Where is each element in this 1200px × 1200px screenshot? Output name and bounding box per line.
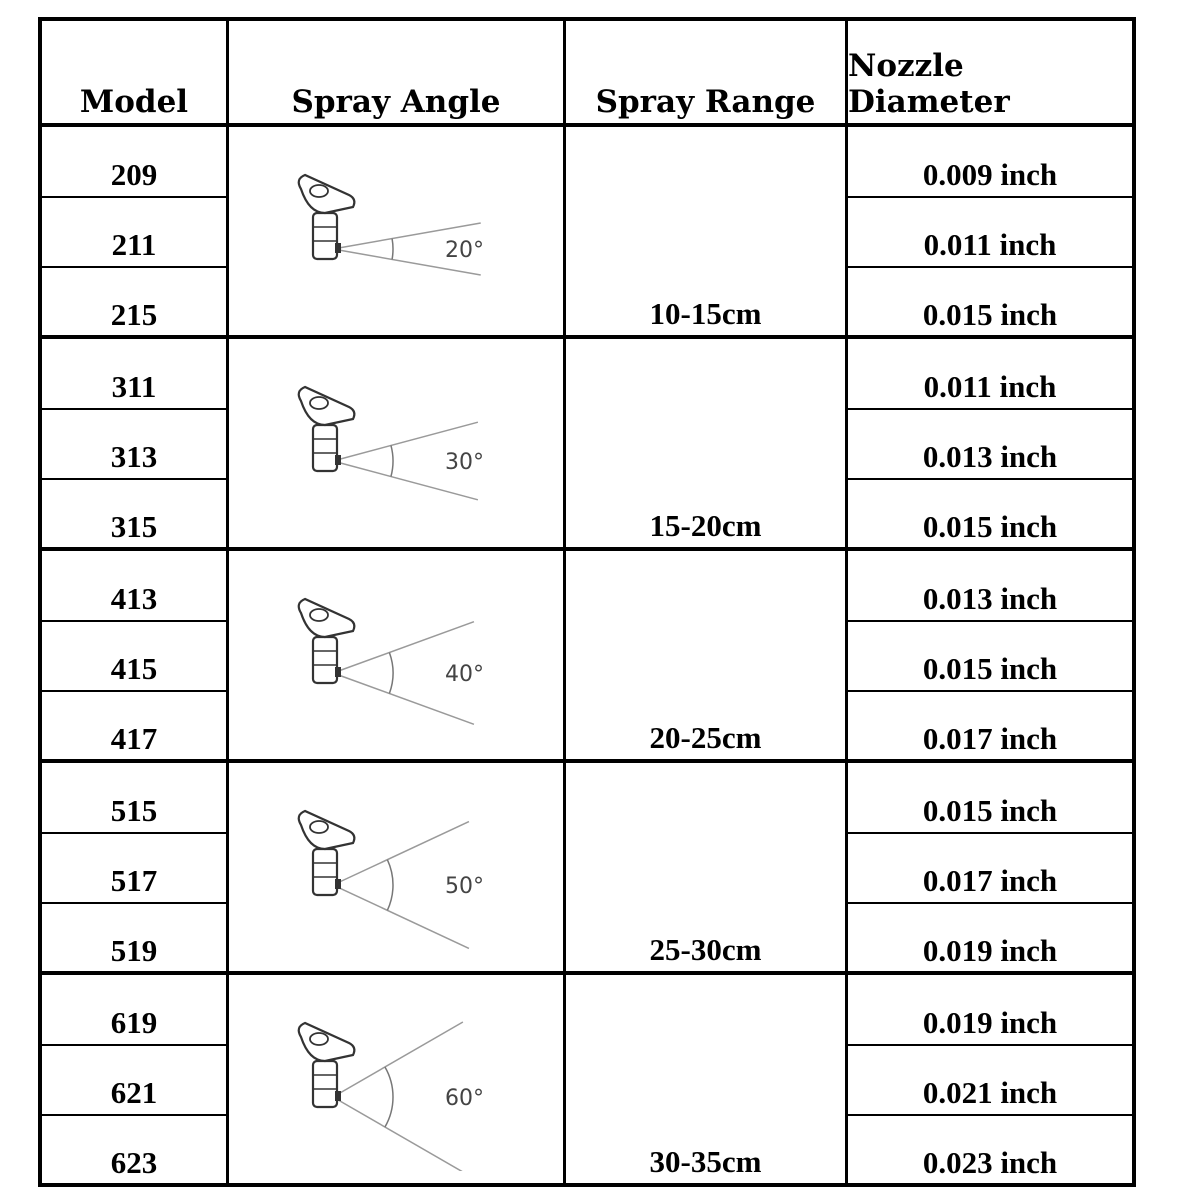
model-cell: 311 [111,369,157,404]
header-model: Model [79,84,189,120]
nozzle-diameter-cell: 0.015 inch [922,793,1058,828]
spray-angle-label: 20° [445,238,484,263]
model-cell: 623 [110,1145,158,1180]
spray-range-cell: 20-25cm [649,720,762,755]
nozzle-diameter-cell: 0.011 inch [923,227,1057,262]
spray-tip-nozzle [335,879,341,889]
spray-range-cell: 30-35cm [649,1144,762,1179]
column-divider [563,21,566,1183]
model-cell: 519 [110,933,158,968]
spray-tip-handle-hole [310,185,328,197]
model-cell: 209 [110,157,158,192]
nozzle-diameter-cell: 0.015 inch [922,297,1058,332]
header-nozzle-diameter: Nozzle Diameter [848,48,1010,120]
spray-tip-nozzle [335,243,341,253]
nozzle-diameter-cell: 0.015 inch [922,651,1058,686]
spray-angle-label: 60° [445,1086,484,1111]
model-cell: 515 [110,793,158,828]
nozzle-diameter-cell: 0.015 inch [922,509,1058,544]
spray-tip-nozzle [335,667,341,677]
spray-angle-arc [389,652,393,693]
model-cell: 413 [110,581,158,616]
nozzle-diameter-cell: 0.021 inch [922,1075,1058,1110]
nozzle-diameter-cell: 0.013 inch [922,439,1058,474]
spray-angle-label: 30° [445,450,484,475]
nozzle-diameter-cell: 0.023 inch [922,1145,1058,1180]
spray-range-cell: 15-20cm [649,508,762,543]
spray-tip-angle-icon [287,567,547,747]
nozzle-diameter-cell: 0.013 inch [922,581,1058,616]
nozzle-diameter-cell: 0.017 inch [922,863,1058,898]
nozzle-diameter-cell: 0.017 inch [922,721,1058,756]
nozzle-diameter-cell: 0.019 inch [922,933,1058,968]
spray-angle-arc [385,1067,393,1127]
spray-tip-angle-icon [287,143,547,323]
spray-tip-stem [313,425,337,471]
spray-tip-stem [313,1061,337,1107]
model-cell: 417 [110,721,158,756]
spray-tip-stem [313,637,337,683]
spray-tip-nozzle [335,455,341,465]
nozzle-diameter-cell: 0.011 inch [923,369,1057,404]
header-spray-range: Spray Range [595,84,816,120]
spray-tip-stem [313,213,337,259]
nozzle-diameter-cell: 0.009 inch [922,157,1058,192]
model-cell: 313 [110,439,158,474]
spray-fan-lower-line [333,1097,463,1171]
nozzle-diameter-cell: 0.019 inch [922,1005,1058,1040]
spray-angle-label: 40° [445,662,484,687]
spray-tip-handle-hole [310,609,328,621]
spray-tip-stem [313,849,337,895]
model-cell: 211 [111,227,157,262]
spray-tip-handle-hole [310,821,328,833]
spray-angle-label: 50° [445,874,484,899]
model-cell: 315 [110,509,158,544]
column-divider [226,21,229,1183]
spray-fan-upper-line [333,1022,463,1097]
spray-tip-angle-icon [287,779,547,959]
spray-angle-arc [387,860,393,911]
spray-angle-arc [392,239,393,260]
model-cell: 415 [110,651,158,686]
model-cell: 621 [110,1075,158,1110]
spray-tip-spec-table [38,17,1136,1187]
spray-angle-arc [391,445,393,476]
model-cell: 619 [110,1005,158,1040]
model-cell: 215 [110,297,158,332]
spray-tip-handle-hole [310,1033,328,1045]
spray-range-cell: 25-30cm [649,932,762,967]
header-spray-angle: Spray Angle [291,84,501,120]
model-cell: 517 [110,863,158,898]
spray-tip-angle-icon [287,991,547,1171]
spray-tip-angle-icon [287,355,547,535]
spray-tip-nozzle [335,1091,341,1101]
spray-tip-handle-hole [310,397,328,409]
spray-range-cell: 10-15cm [649,296,762,331]
